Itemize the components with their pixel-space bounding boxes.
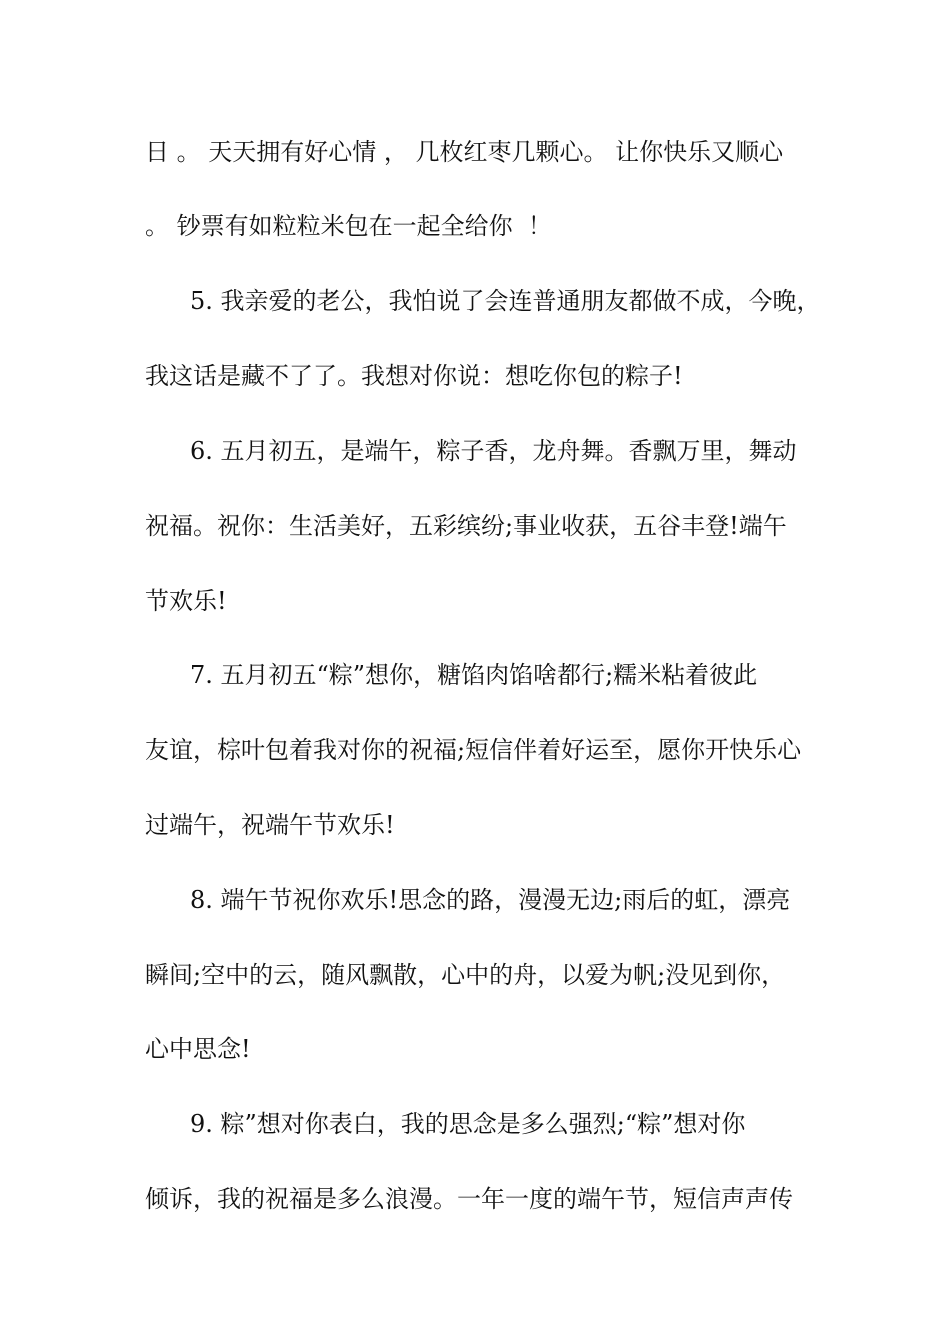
- list-item-9-line: 9. 粽”想对你表白，我的思念是多么强烈;“粽”想对你: [190, 1110, 746, 1138]
- text-line: 日 。 天天拥有好心情 ， 几枚红枣几颗心。 让你快乐又顺心: [145, 138, 784, 166]
- list-item-6-line: 6. 五月初五，是端午，粽子香，龙舟舞。香飘万里，舞动: [190, 437, 797, 465]
- text-line: 祝福。祝你：生活美好，五彩缤纷;事业收获，五谷丰登!端午: [145, 512, 787, 540]
- text-line: 瞬间;空中的云，随风飘散，心中的舟，以爱为帆;没见到你，: [145, 961, 786, 989]
- text-line: 。 钞票有如粒粒米包在一起全给你 ！: [145, 212, 552, 240]
- list-item-5-line: 5. 我亲爱的老公，我怕说了会连普通朋友都做不成，今晚，: [190, 287, 821, 315]
- text-line: 友谊，棕叶包着我对你的祝福;短信伴着好运至，愿你开快乐心: [145, 736, 802, 764]
- text-line: 过端午，祝端午节欢乐!: [145, 811, 395, 839]
- list-item-8-line: 8. 端午节祝你欢乐!思念的路，漫漫无边;雨后的虹，漂亮: [190, 886, 791, 914]
- text-line: 倾诉，我的祝福是多么浪漫。一年一度的端午节，短信声声传: [145, 1185, 793, 1213]
- text-line: 节欢乐!: [145, 587, 227, 615]
- text-line: 心中思念!: [145, 1035, 251, 1063]
- list-item-7-line: 7. 五月初五“粽”想你，糖馅肉馅啥都行;糯米粘着彼此: [190, 661, 758, 689]
- text-line: 我这话是藏不了了。我想对你说：想吃你包的粽子!: [145, 362, 683, 390]
